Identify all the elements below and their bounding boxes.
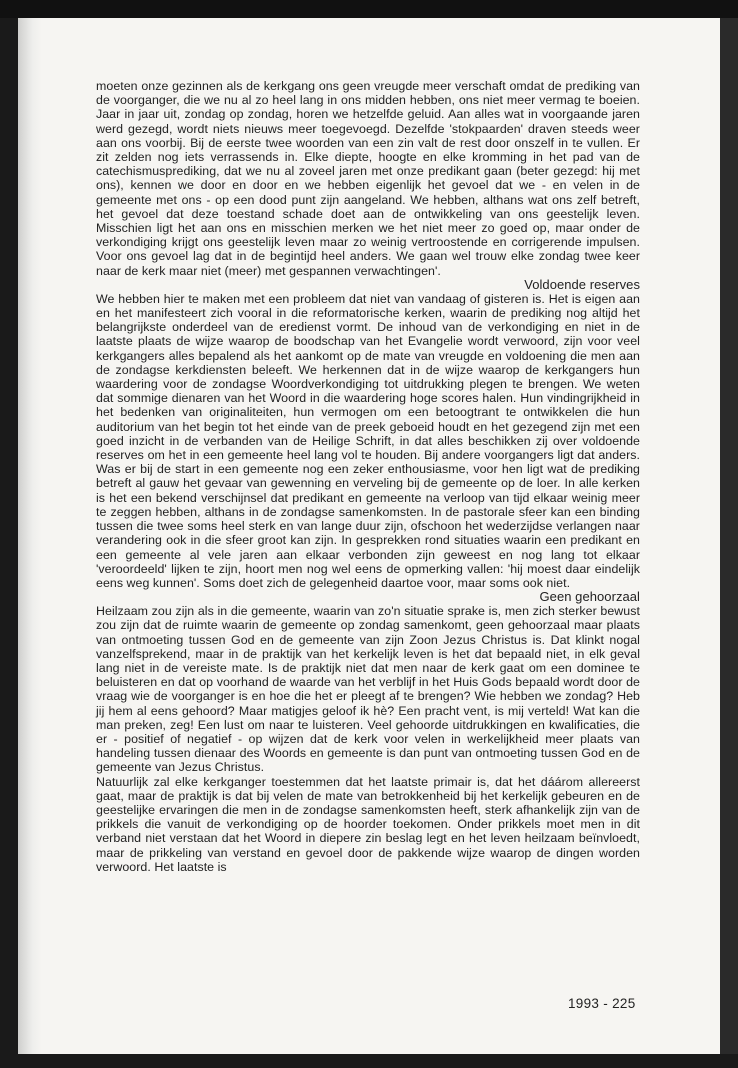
- paragraph: Natuurlijk zal elke kerkganger toestemmen dat het laatste primair is, dat het dáárom allereerst gaat, maar de praktijk is dat bij velen de mate van betrokkenheid bij het kerkelijk gebeuren en de geestelijke ervaringen die men in de zondagse samenkomsten heeft, sterk afhankelijk zijn van de prikkels die vanuit de verkondiging op de hoorder toekomen. Onder prikkels moet men in dit verband niet verstaan dat het Woord in diepere zin beslag legt en het leven heilzaam beïnvloedt, maar de prikkeling van verstand en gevoel door de pakkende wijze waarop de dingen worden verwoord. Het laatste is: [96, 774, 640, 874]
- paragraph: moeten onze gezinnen als de kerkgang ons geen vreugde meer verschaft omdat de prediking van de voorganger, die we nu al zo heel lang in ons midden hebben, ons niet meer vermag te boeien. Jaar in jaar uit, zondag op zondag, horen we hetzelfde geluid. Aan alles wat in voorgaande jaren werd gezegd, wordt niets nieuws meer toegevoegd. Dezelfde 'stokpaarden' draven steeds weer aan ons voorbij. Bij de eerste twee woorden van een zin valt de rest door onszelf in te vullen. Er zit zelden nog iets verrassends in. Elke diepte, hoogte en elke kromming in het pad van de catechismusprediking, dat we nu al zoveel jaren met onze predikant gaan (beter gezegd: hij met ons), kennen we door en door en we hebben eigenlijk het gevoel dat we - en velen in de gemeente met ons - op een dood punt zijn aangeland. We hebben, althans wat ons zelf betreft, het gevoel dat deze toestand schade doet aan de ontwikkeling van ons geestelijk leven. Misschien ligt het aan ons en misschien merken we het niet meer zo goed op, maar onder de verkondiging krijgt ons geestelijk leven maar zo weinig vertroostende en corrigerende impulsen. Voor ons gevoel lag dat in de begintijd heel anders. We gaan wel trouw elke zondag twee keer naar de kerk maar niet (meer) met gespannen verwachtingen'.: [96, 79, 640, 278]
- page-number: 1993 - 225: [568, 996, 636, 1011]
- paragraph: We hebben hier te maken met een probleem dat niet van vandaag of gisteren is. Het is eigen aan en het manifesteert zich vooral in die reformatorische kerken, waarin de prediking nog altijd het belangrijkste onderdeel van de eredienst vormt. De inhoud van de verkondiging en niet in de laatste plaats de wijze waarop de boodschap van het Evangelie wordt verwoord, zijn voor veel kerkgangers alles bepalend als het aankomt op de mate van vreugde en voldoening die men aan de zondagse kerkdiensten beleeft. We herkennen dat in de wijze waarop de kerkgangers hun waardering voor de zondagse Woordverkondiging tot uitdrukking plegen te brengen. We weten dat sommige dienaren van het Woord in die waardering hoge scores halen. Hun vindingrijkheid in het bedenken van originaliteiten, hun vermogen om een betoogtrant te ontwikkelen die hun auditorium van het begin tot het einde van de preek geboeid houdt en het gezegend zijn met een goed inzicht in de verbanden van de Heilige Schrift, in dat alles beschikken zij over voldoende reserves om het in een gemeente heel lang vol te houden. Bij andere voorgangers ligt dat anders. Was er bij de start in een gemeente nog een zeker enthousiasme, voor hen ligt wat de prediking betreft al gauw het gevaar van gewenning en verveling bij de gemeente op de loer. In alle kerken is het een bekend verschijnsel dat predikant en gemeente na verloop van tijd elkaar weinig meer te zeggen hebben, althans in de zondagse samenkomsten. In de pastorale sfeer kan een binding tussen die twee soms heel sterk en van lange duur zijn, ofschoon het wederzijdse verlangen naar verandering ook in die sfeer groot kan zijn. In gesprekken rond situaties waarin een predikant en een gemeente al vele jaren aan elkaar verbonden zijn geweest en nog lang tot elkaar 'veroordeeld' lijken te zijn, hoort men nog wel eens de opmerking vallen: 'hij moest daar eindelijk eens weg kunnen'. Soms doet zich de gelegenheid daartoe voor, maar soms ook niet.: [96, 291, 640, 590]
- scan-right-border: [720, 18, 738, 1054]
- page-gutter-shadow: [18, 18, 42, 1054]
- section-heading-geen-gehoorzaal: Geen gehoorzaal: [539, 589, 640, 605]
- paragraph: Heilzaam zou zijn als in die gemeente, waarin van zo'n situatie sprake is, men zich sterker bewust zou zijn dat de ruimte waarin de gemeente op zondag samenkomt, geen gehoorzaal maar plaats van ontmoeting tussen God en de gemeente van zijn Zoon Jezus Christus is. Dat klinkt nogal vanzelfsprekend, maar in de praktijk van het kerkelijk leven is het dat bepaald niet, in elk geval lang niet in de vereiste mate. Is de praktijk niet dat men naar de kerk gaat om een dominee te beluisteren en dat op voorhand de waarde van het verblijf in het Huis Gods bepaald wordt door de vraag wie de voorganger is en hoe die het er pleegt af te brengen? Wie hebben we zondag? Heb jij hem al eens gehoord? Maar matigjes geloof ik hè? Een pracht vent, is mij verteld! Wat kan die man preken, zeg! Een lust om naar te luisteren. Veel gehoorde uitdrukkingen en kwalificaties, die er - positief of negatief - op wijzen dat de kerk voor velen in werkelijkheid meer plaats van handeling tussen dienaar des Woords en gemeente is dan punt van ontmoeting tussen God en de gemeente van Jezus Christus.: [96, 604, 640, 775]
- scan-top-border: [0, 0, 738, 18]
- article-body: [96, 79, 640, 874]
- section-heading-voldoende-reserves: Voldoende reserves: [524, 276, 640, 292]
